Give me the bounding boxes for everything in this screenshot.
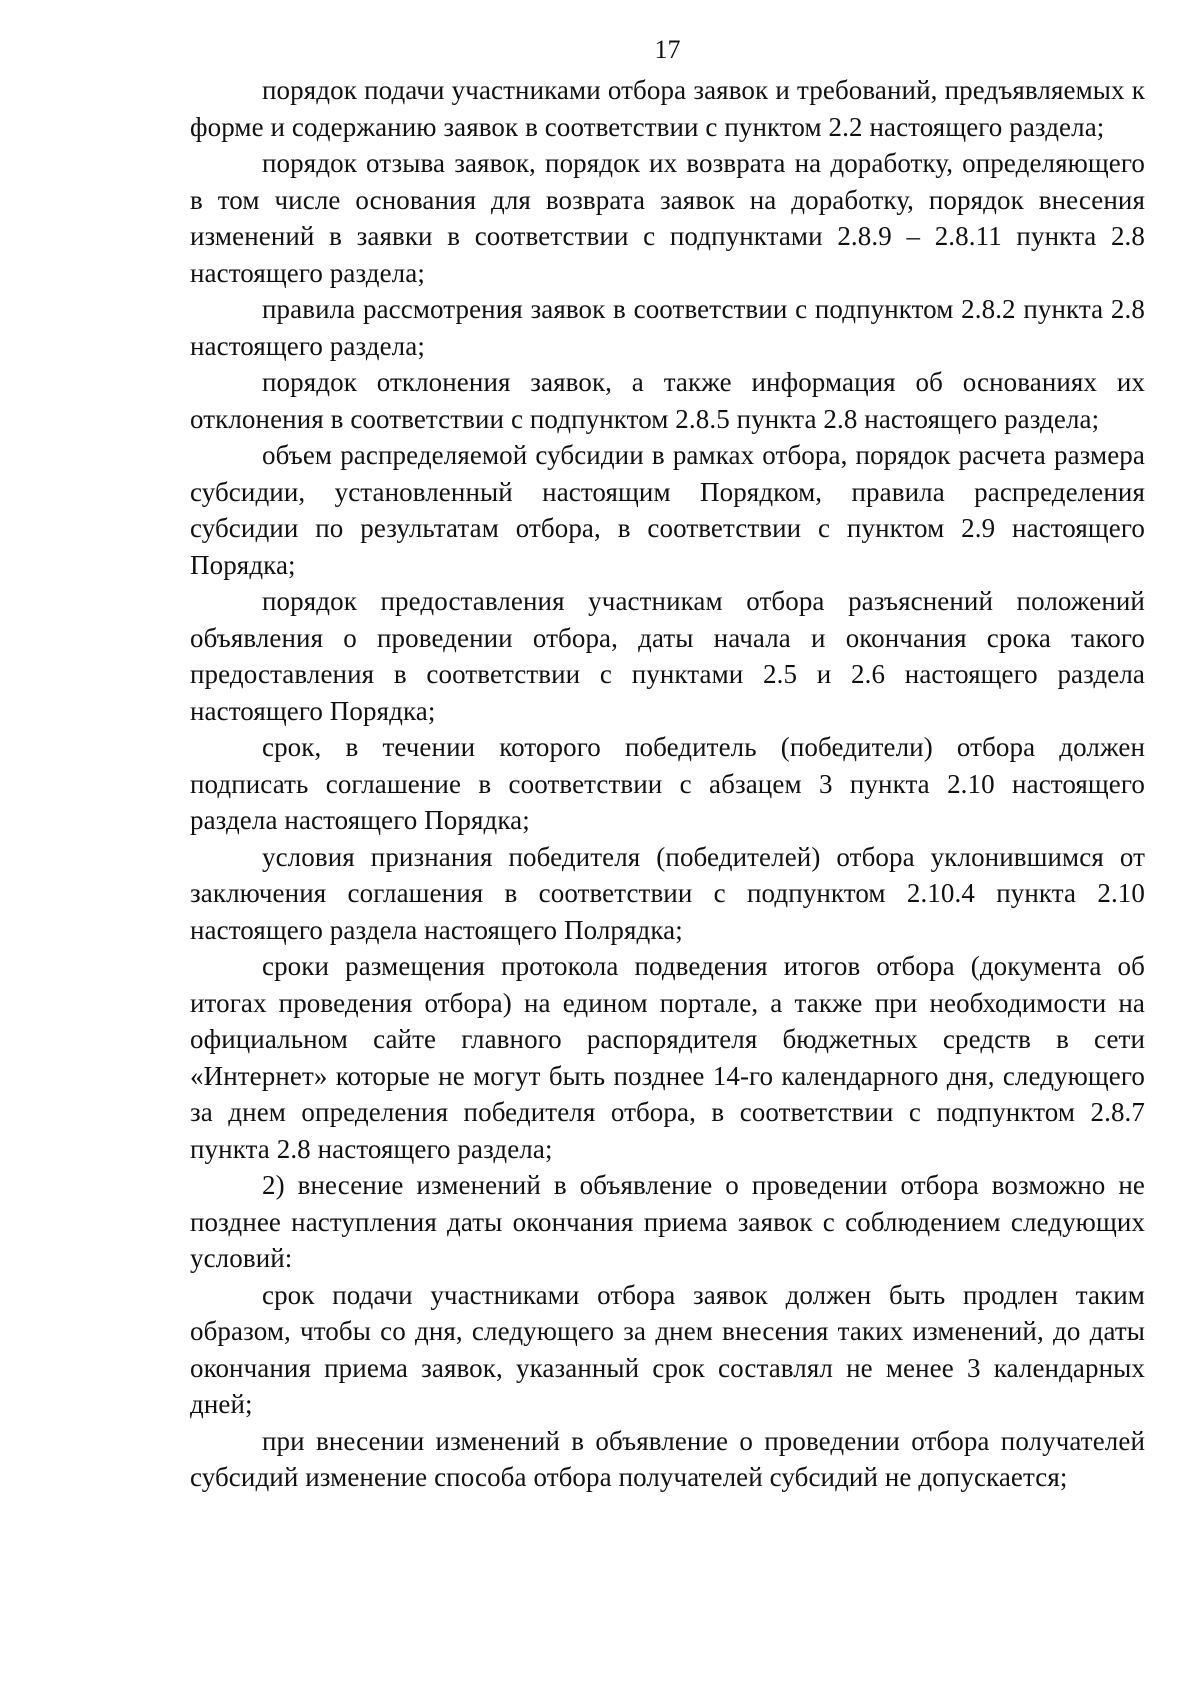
paragraph-deadline-extension: срок подачи участниками отбора заявок должен быть продлен таким образом, чтобы со дня, следующего за днем внесения таких изменений, до даты окончания приема заявок, указанный срок составлял не менее 3 календарных дней; (190, 1279, 1145, 1419)
paragraph-rejection-order: порядок отклонения заявок, а также информация об основаниях их отклонения в соответствии с подпунктом 2.8.5 пункта 2.8 настоящего раздела; (190, 367, 1145, 434)
paragraph-review-rules: правила рассмотрения заявок в соответствии с подпунктом 2.8.2 пункта 2.8 настоящего раздела; (190, 294, 1145, 361)
paragraph-clarifications: порядок предоставления участникам отбора разъяснений положений объявления о проведении отбора, даты начала и окончания срока такого предоставления в соответствии с пунктами 2.5 и 2.6 настоящего раздела настоящего Порядка; (190, 586, 1145, 726)
document-page (190, 30, 1145, 1496)
paragraph-application-submission: порядок подачи участниками отбора заявок и требований, предъявляемых к форме и содержанию заявок в соответствии с пунктом 2.2 настоящего раздела; (190, 75, 1145, 142)
page-number: 17 (654, 35, 681, 64)
paragraph-subsidy-volume: объем распределяемой субсидии в рамках отбора, порядок расчета размера субсидии, установленный настоящим Порядком, правила распределения субсидии по результатам отбора, в соответствии с пунктом 2.9 настоящего Порядка; (190, 440, 1145, 580)
paragraph-method-change: при внесении изменений в объявление о проведении отбора получателей субсидий изменение способа отбора получателей субсидий не допускается; (190, 1425, 1145, 1492)
paragraph-announcement-changes: 2) внесение изменений в объявление о проведении отбора возможно не позднее наступления даты окончания приема заявок с соблюдением следующих условий: (190, 1170, 1145, 1273)
paragraph-agreement-deadline: срок, в течении которого победитель (победители) отбора должен подписать соглашение в соответствии с абзацем 3 пункта 2.10 настоящего раздела настоящего Порядка; (190, 732, 1145, 835)
paragraph-evasion-conditions: условия признания победителя (победителей) отбора уклонившимся от заключения соглашения в соответствии с подпунктом 2.10.4 пункта 2.10 настоящего раздела настоящего Полрядка; (190, 841, 1145, 945)
paragraph-protocol-publication: сроки размещения протокола подведения итогов отбора (документа об итогах проведения отбора) на едином портале, а также при необходимости на официальном сайте главного распорядителя бюджетных средств в сети «Интернет» которые не могут быть позднее 14-го календарного дня, следующего за днем определения победителя отбора, в соответствии с подпунктом 2.8.7 пункта 2.8 настоящего раздела; (190, 951, 1145, 1164)
paragraph-application-withdrawal: порядок отзыва заявок, порядок их возврата на доработку, определяющего в том числе основания для возврата заявок на доработку, порядок внесения изменений в заявки в соответствии с подпунктами 2.8.9 – 2.8.11 пункта 2.8 настоящего раздела; (190, 148, 1145, 288)
